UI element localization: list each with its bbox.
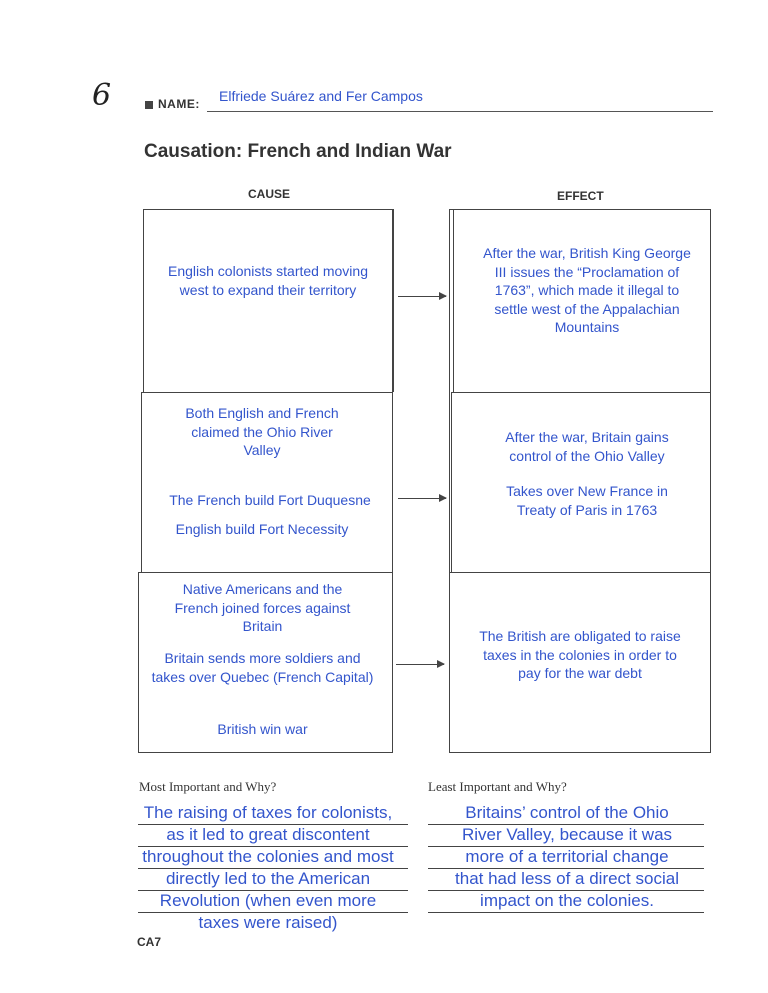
rule-line bbox=[428, 846, 704, 847]
rule-line bbox=[138, 890, 408, 891]
effect-3-text: The British are obligated to raise taxes in the colonies in order to pay for the war debt bbox=[479, 628, 681, 681]
most-important-line-5: Revolution (when even more bbox=[159, 891, 377, 910]
rule-line bbox=[428, 912, 704, 913]
rule-line bbox=[138, 846, 408, 847]
arrow-3 bbox=[396, 664, 444, 665]
cause-cell-1 bbox=[143, 209, 394, 392]
least-important-line-1: Britains’ control of the Ohio bbox=[465, 803, 669, 822]
cause-3-text-b: Britain sends more soldiers and takes over Quebec (French Capital) bbox=[151, 650, 374, 685]
rule-line bbox=[428, 890, 704, 891]
score-mark: 6 bbox=[92, 78, 112, 113]
name-label-text: NAME: bbox=[158, 97, 200, 111]
least-important-line-2: River Valley, because it was bbox=[461, 825, 673, 844]
name-value: Elfriede Suárez and Fer Campos bbox=[219, 88, 423, 104]
most-important-line-6: taxes were raised) bbox=[198, 913, 338, 932]
cause-2-text-a: Both English and French claimed the Ohio River Valley bbox=[185, 405, 339, 458]
least-important-line-3: more of a territorial change bbox=[465, 847, 669, 866]
effect-1-text: After the war, British King George III issues the “Proclamation of 1763”, which made it illegal to settle west of the Appalachian Mountains bbox=[483, 245, 691, 335]
most-important-line-4: directly led to the American bbox=[165, 869, 371, 888]
most-important-line-1: The raising of taxes for colonists, bbox=[143, 803, 393, 822]
most-important-line-3: throughout the colonies and most bbox=[142, 847, 394, 866]
cause-1-text: English colonists started moving west to expand their territory bbox=[168, 263, 368, 298]
least-important-line-5: impact on the colonies. bbox=[480, 891, 654, 910]
name-label bbox=[145, 97, 200, 111]
checkbox-icon bbox=[145, 101, 153, 109]
rule-line bbox=[138, 912, 408, 913]
effect-2-text-a: After the war, Britain gains control of the Ohio Valley bbox=[505, 429, 669, 464]
most-important-label: Most Important and Why? bbox=[139, 779, 277, 794]
arrow-1 bbox=[398, 296, 446, 297]
most-important-line-2: as it led to great discontent bbox=[166, 825, 370, 844]
arrow-2 bbox=[398, 498, 446, 499]
cause-2-text-b: The French build Fort Duquesne bbox=[169, 492, 371, 508]
name-underline bbox=[207, 111, 713, 112]
page-title: Causation: French and Indian War bbox=[144, 141, 452, 162]
effect-heading: EFFECT bbox=[557, 189, 604, 203]
footer-code: CA7 bbox=[137, 935, 162, 949]
rule-line bbox=[428, 868, 704, 869]
cause-3-text-a: Native Americans and the French joined forces against Britain bbox=[174, 581, 351, 634]
rule-line bbox=[428, 824, 704, 825]
effect-2-text-b: Takes over New France in Treaty of Paris in 1763 bbox=[506, 483, 668, 518]
least-important-label: Least Important and Why? bbox=[428, 779, 567, 794]
rule-line bbox=[138, 868, 408, 869]
cause-heading: CAUSE bbox=[248, 187, 291, 201]
rule-line bbox=[138, 824, 408, 825]
least-important-line-4: that had less of a direct social bbox=[455, 869, 679, 888]
cause-3-text-c: British win war bbox=[217, 721, 308, 737]
cause-2-text-c: English build Fort Necessity bbox=[175, 521, 349, 537]
